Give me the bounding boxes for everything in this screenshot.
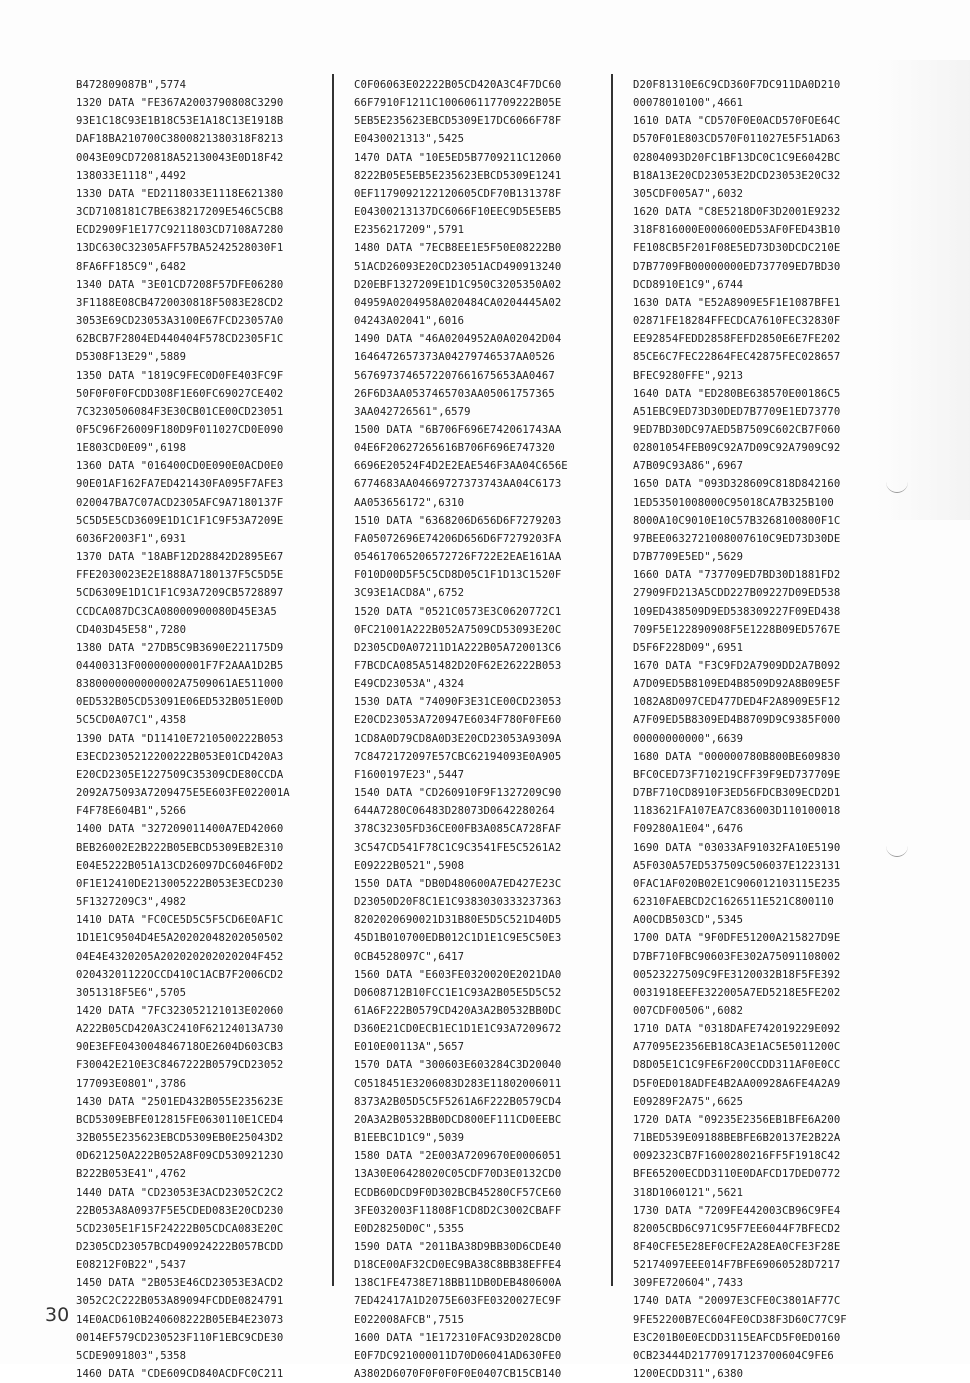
listing-line: 5C5D5E5CD3609E1D1C1F1C9F53A7209E	[76, 514, 284, 527]
listing-line: 1420 DATA "7FC323052121013E02060	[76, 1004, 284, 1017]
listing-line: 32B055E235623EBCD5309EB0E25043D2	[76, 1132, 284, 1145]
listing-line: 1370 DATA "18ABF12D28842D2895E67	[76, 551, 284, 564]
listing-line: B222B053E41",4762	[76, 1168, 187, 1181]
listing-line: 5CD6309E1D1C1F1C93A7209CB5728897	[76, 587, 284, 600]
listing-line: 1430 DATA "2501ED432B055E235623E	[76, 1095, 284, 1108]
listing-line: 309FE720604",7433	[633, 1277, 744, 1290]
listing-line: 0F1E12410DE213005222B053E3ECD230	[76, 877, 284, 890]
listing-line: 1660 DATA "737709ED7BD30D1881FD2	[633, 569, 841, 582]
listing-line: E09289F2A75",6625	[633, 1095, 744, 1108]
listing-line: 1183621FA107EA7C836003D110100018	[633, 805, 841, 818]
listing-line: 1460 DATA "CDE609CD840ACDFC0C211	[76, 1368, 284, 1381]
listing-line: D7BF710FBC90603FE302A75091108002	[633, 950, 841, 963]
listing-line: D20EBF1327209E1D1C950C3205350A02	[354, 278, 562, 291]
listing-line: 00000000000",6639	[633, 732, 744, 745]
listing-line: 8000A10C9010E10C57B3268100800F1C	[633, 514, 841, 527]
listing-line: 62310FAEBCD2C1626511E521C800110	[633, 896, 834, 909]
listing-line: 02043201122OCCD410C1ACB7F2006CD2	[76, 968, 284, 981]
listing-line: 1330 DATA "ED2118033E1118E621380	[76, 187, 284, 200]
listing-line: 8380000000000002A7509061AE511000	[76, 678, 284, 691]
listing-line: D5F0ED018ADFE4B2AA00928A6FE4A2A9	[633, 1077, 841, 1090]
listing-line: 02804093D20FC1BF13DC0C1C9E6042BC	[633, 151, 841, 164]
listing-line: 1580 DATA "2E003A7209670E0006051	[354, 1150, 562, 1163]
listing-line: 0CB4528097C",6417	[354, 950, 465, 963]
listing-line: FE108CB5F201F08E5ED73D30DCDC210E	[633, 242, 841, 255]
listing-line: 020047BA7C07ACD2305AFC9A7180137F	[76, 496, 284, 509]
listing-line: A7D09ED5B8109ED4B8509D92A8B09E5F	[633, 678, 841, 691]
listing-line: 0031918EEFE322005A7ED5218E5FE202	[633, 986, 841, 999]
listing-line: 0092323CB7F1600280216FF5F1918C42	[633, 1150, 841, 1163]
listing-line: 97BEE0632721008007610C9ED73D30DE	[633, 532, 841, 545]
listing-line: D0608712B10FCC1E1C93A2B05E5D5C52	[354, 986, 562, 999]
listing-line: CCDCA087DC3CA08000900080D45E3A5	[76, 605, 277, 618]
listing-line: 1350 DATA "1819C9FEC0D0FE403FC9F	[76, 369, 284, 382]
listing-line: E010E00113A",5657	[354, 1041, 465, 1054]
listing-line: 1700 DATA "9F0DFE51200A215827D9E	[633, 932, 841, 945]
listing-line: DCD8910E1C9",6744	[633, 278, 744, 291]
listing-line: 8222B05E5EB5E235623EBCD5309E1241	[354, 169, 562, 182]
listing-line: 709F5E122890908F5E1228B09ED5767E	[633, 623, 841, 636]
listing-line: 1620 DATA "C8E5218D0F3D2001E9232	[633, 206, 841, 219]
listing-line: 00078010100",4661	[633, 97, 744, 110]
listing-line: 109ED438509D9ED538309227F09ED438	[633, 605, 841, 618]
listing-line: 1740 DATA "20097E3CFE0C3801AF77C	[633, 1295, 841, 1308]
listing-line: E022008AFCB",7515	[354, 1313, 465, 1326]
listing-line: 7C3230506084F3E30CB01CE00CD23051	[76, 405, 284, 418]
listing-line: 1730 DATA "7209FE442003CB96C9FE4	[633, 1204, 841, 1217]
listing-line: 1200ECDD311",6380	[633, 1368, 744, 1381]
listing-line: 27909FD213A5CDD227B09227D09ED538	[633, 587, 841, 600]
listing-line: 22B053A8A0937F5E5CDED083E20CD230	[76, 1204, 284, 1217]
listing-line: 9ED7BD30DC97AED5B7509C602CB7F060	[633, 423, 841, 436]
listing-line: 3C547CD541F78C1C9C3541FE5C5261A2	[354, 841, 562, 854]
listing-line: 9FE52200B7EC604FE0CD38F3D60C77C9F	[633, 1313, 847, 1326]
listing-line: 054617065206572726F722E2EAE161AA	[354, 551, 562, 564]
listing-line: 1D1E1C9504D4E5A20202048202050502	[76, 932, 284, 945]
listing-line: 1670 DATA "F3C9FD2A7909DD2A7B092	[633, 660, 841, 672]
listing-line: E20CD2305E1227509C35309CDE80CCDA	[76, 768, 284, 781]
listing-line: C0518451E3206083D283E11802006011	[354, 1077, 562, 1090]
listing-line: 1640 DATA "ED280BE638570E00186C5	[633, 387, 841, 400]
listing-line: BCD5309EBFE012815FE0630110E1CED4	[76, 1113, 284, 1126]
listing-line: 62BCB7F2804ED440404F578CD2305F1C	[76, 333, 284, 346]
listing-line: 6036F2003F1",6931	[76, 532, 187, 545]
column-divider-2	[611, 74, 613, 1286]
listing-line: 1550 DATA "DB0D480600A7ED427E23C	[354, 877, 562, 890]
listing-line: 04E6F20627265616B706F696E747320	[354, 442, 555, 455]
listing-line: 5CDE9091803",5358	[76, 1349, 187, 1362]
listing-line: 1710 DATA "0318DAFE742019229E092	[633, 1023, 841, 1036]
listing-line: A222B05CD420A3C2410F62124013A730	[76, 1023, 284, 1036]
listing-line: F7BCDCA085A51482D20F62E26222B053	[354, 660, 562, 672]
listing-line: 1490 DATA "46A0204952A0A02042D04	[354, 333, 562, 346]
listing-line: 1400 DATA "327209011400A7ED42060	[76, 823, 284, 836]
listing-line: D2305CD23057BCD490924222B057BCDD	[76, 1241, 284, 1253]
listing-line: 0014EF579CD230523F110F1EBC9CDE30	[76, 1331, 284, 1344]
listing-line: 51ACD26093E20CD23051ACD490913240	[354, 260, 562, 273]
listing-line: D5F6F228D09",6951	[633, 641, 744, 654]
listing-line: 04400313F00000000001F7F2AAA1D2B5	[76, 660, 284, 672]
listing-line: 1720 DATA "09235E2356EB1BFE6A200	[633, 1113, 841, 1126]
listing-line: 0CB23444D21770917123700604C9FE6	[633, 1349, 834, 1362]
listing-line: 5C5CD0A07C1",4358	[76, 714, 187, 727]
listing-line: 13A30E06428020C05CDF70D3E0132CD0	[354, 1168, 562, 1181]
listing-line: 305CDF005A7",6032	[633, 187, 744, 200]
listing-line: 1650 DATA "093D328609C818D842160	[633, 478, 841, 491]
listing-line: FA05072696E74206D656D6F7279203FA	[354, 532, 562, 545]
listing-line: E3C201B0E0ECDD3115EAFCD5F0ED0160	[633, 1331, 841, 1344]
listing-line: 8FA6FF185C9",6482	[76, 260, 187, 273]
listing-line: BEB26002E2B222B05EBCD5309EB2E310	[76, 841, 284, 854]
listing-line: 1360 DATA "016400CD0E090E0ACD0E0	[76, 460, 284, 473]
listing-line: BFEC9280FFE",9213	[633, 369, 744, 382]
listing-line: E04300213137DC6066F10EEC9D5E5EB5	[354, 206, 562, 219]
bleed-through-shadow	[876, 60, 970, 520]
listing-line: 3AA042726561",6579	[354, 405, 471, 418]
listing-line: 1CD8A0D79CD8A0D3E20CD23053A9309A	[354, 732, 562, 745]
listing-line: D8D05E1C1C9FE6F200CCDD311AF0E0CC	[633, 1059, 841, 1072]
listing-line: 1630 DATA "E52A8909E5F1E1087BFE1	[633, 296, 841, 309]
listing-line: 0D621250A222B052A8F09CD53092123O	[76, 1150, 284, 1163]
listing-line: 93E1C18C93E1B18C53E1A18C13E1918B	[76, 115, 284, 128]
listing-line: 04243A02041",6016	[354, 315, 465, 328]
listing-line: 90E3EFE043004846718OE2604D603CB3	[76, 1041, 284, 1054]
listing-line: A7F09ED5B8309ED4B8709D9C9385F000	[633, 714, 841, 727]
listing-line: 1450 DATA "2B053E46CD23053E3ACD2	[76, 1277, 284, 1290]
page-number: 30	[45, 1304, 70, 1326]
listing-line: 1500 DATA "6B706F696E742061743AA	[354, 423, 562, 436]
listing-line: 3FE032003F11808F1CD8D2C3002CBAFF	[354, 1204, 562, 1217]
listing-line: A3802D6070F0F0F0F0E0407CB15CB140	[354, 1368, 562, 1381]
listing-line: 1E803CD0E09",6198	[76, 442, 187, 455]
listing-line: D2305CD0A07211D1A222B05A720013C6	[354, 641, 562, 654]
listing-line: 138C1FE4738E718BB11DB0DEB480600A	[354, 1277, 562, 1290]
listing-line: 45D1B010700EDB012C1D1E1C9E5C50E3	[354, 932, 562, 945]
listing-line: 26F6D3AA0537465703AA05061757365	[354, 387, 555, 400]
listing-line: 1680 DATA "000000780B800BE609830	[633, 750, 841, 763]
listing-line: ECDB60DCD9F0D302BCB45280CF57CE60	[354, 1186, 562, 1199]
listing-line: 2092A75093A7209475E5E603FE022001A	[76, 787, 290, 800]
listing-line: 02871FE18284FFECDCA7610FEC32830F	[633, 315, 841, 328]
listing-line: D23050D20F8C1E1C9383030333237363	[354, 896, 562, 909]
listing-line: 1ED53501008000C95018CA7B325B100	[633, 496, 834, 509]
listing-line: B1EEBC1D1C9",5039	[354, 1132, 465, 1145]
listing-line: 71BED539E09188BEBFE6B20137E2B22A	[633, 1132, 841, 1145]
listing-line: 0ED532B05CD53091E06ED532B051E00D	[76, 696, 284, 709]
listing-line: 7ED42417A1D2075E603FE0320027EC9F	[354, 1295, 562, 1308]
listing-line: 1530 DATA "74090F3E31CE00CD23053	[354, 696, 562, 709]
listing-line: 3C93E1ACD8A",6752	[354, 587, 465, 600]
listing-line: 3F1188E08CB4720030818F5083E28CD2	[76, 296, 284, 309]
column-divider-1	[332, 74, 334, 1286]
listing-line: 5EB5E235623EBCD5309E17DC6066F78F	[354, 115, 562, 128]
listing-line: 61A6F222B0579CD420A3A2B0532BB0DC	[354, 1004, 562, 1017]
listing-line: D7B7709E5ED",5629	[633, 551, 744, 564]
listing-line: BFE65200ECDD3110E0DAFCD17DED0772	[633, 1168, 841, 1181]
listing-line: 1380 DATA "27DB5C9B3690E221175D9	[76, 641, 284, 654]
listing-column-1	[76, 76, 316, 1383]
listing-line: D5308F13E29",5889	[76, 351, 187, 364]
listing-line: 138033E1118",4492	[76, 169, 187, 182]
listing-line: 13DC630C32305AFF57BA5242528030F1	[76, 242, 284, 255]
listing-line: 5CD2305E1F15F24222B05CDCA083E20C	[76, 1222, 284, 1235]
listing-line: 5F1327209C3",4982	[76, 896, 187, 909]
listing-line: E0430021313",5425	[354, 133, 465, 146]
listing-line: A7B09C93A86",6967	[633, 460, 744, 473]
listing-line: F1600197E23",5447	[354, 768, 465, 781]
listing-line: E0D28250D0C",5355	[354, 1222, 465, 1235]
listing-line: 1320 DATA "FE367A2003790808C3290	[76, 97, 284, 110]
listing-line: FFE2030023E2E1888A7180137F5C5D5E	[76, 569, 284, 582]
listing-line: 3CD7108181C7BE638217209E546C5CB8	[76, 206, 284, 219]
listing-line: DAF18BA210700C3800821380318F8213	[76, 133, 284, 146]
listing-line: 1520 DATA "0521C0573E3C0620772C1	[354, 605, 562, 618]
listing-line: 04E4E4320205A202020202020204F452	[76, 950, 284, 963]
listing-line: 1510 DATA "6368206D656D6F7279203	[354, 514, 562, 527]
listing-line: E04E5222B051A13CD26097DC6046F0D2	[76, 859, 284, 872]
listing-line: 50F0F0F0FCDD308F1E60FC69027CE402	[76, 387, 284, 400]
listing-line: 5676973746572207661675653AA0467	[354, 369, 555, 382]
listing-line: 1410 DATA "FC0CE5D5C5F5CD6E0AF1C	[76, 914, 284, 927]
listing-line: 1480 DATA "7ECB8EE1E5F50E08222B0	[354, 242, 562, 255]
listing-line: 318D1060121",5621	[633, 1186, 744, 1199]
listing-line: B18A13E20CD23053E2DCD23053E20C32	[633, 169, 841, 182]
listing-line: 644A7280C06483D28073D0642280264	[354, 805, 555, 818]
listing-line: 20A3A2B0532BB0DCD800EF111CD0EEBC	[354, 1113, 562, 1126]
listing-line: D7BF710CD8910F3ED56FDCB309ECD2D1	[633, 787, 841, 800]
listing-line: 02801054FEB09C92A7D09C92A7909C92	[633, 442, 841, 455]
listing-line: 1390 DATA "D11410E7210500222B053	[76, 732, 284, 745]
listing-line: 007CDF00506",6082	[633, 1004, 744, 1017]
listing-line: 7C8472172097E57CBC62194093E0A905	[354, 750, 562, 763]
listing-line: D360E21CD0ECB1EC1D1E1C93A7209672	[354, 1023, 562, 1036]
listing-line: AA053656172",6310	[354, 496, 465, 509]
listing-line: 3051318F5E6",5705	[76, 986, 187, 999]
listing-line: F4F78E604B1",5266	[76, 805, 187, 818]
listing-line: 378C32305FD36CE00FB3A085CA728FAF	[354, 823, 562, 836]
listing-line: 177093E0801",3786	[76, 1077, 187, 1090]
listing-line: 1560 DATA "E603FE0320020E2021DA0	[354, 968, 562, 981]
listing-line: B472809087B",5774	[76, 79, 187, 91]
listing-line: A77095E2356EB18CA3E1AC5E5011200C	[633, 1041, 841, 1054]
listing-line: C0F06063E02222B05CD420A3C4F7DC60	[354, 79, 562, 91]
listing-line: 0043E09CD720818A52130043E0D18F42	[76, 151, 284, 164]
listing-line: 318F816000E000600ED53AF0FED43B10	[633, 224, 841, 237]
listing-line: 3053E69CD23053A3100E67FCD23057A0	[76, 315, 284, 328]
listing-line: 14E0ACD610B240608222B05EB4E23073	[76, 1313, 284, 1326]
listing-line: E2356217209",5791	[354, 224, 465, 237]
listing-line: 8F40CFE5E28EF0CFE2A28EA0CFE3F28E	[633, 1241, 841, 1253]
listing-line: 6696E20524F4D2E2EAE546F3AA04C656E	[354, 460, 568, 473]
listing-line: E3ECD2305212200222B053E01CD420A3	[76, 750, 284, 763]
listing-line: EE92854FEDD2858FEFD2850E6E7FE202	[633, 333, 841, 346]
listing-line: ECD2909F1E177C9211803CD7108A7280	[76, 224, 284, 237]
listing-line: BFC0CED73F710219CFF39F9ED737709E	[633, 768, 841, 781]
listing-column-3	[633, 76, 873, 1383]
listing-line: F010D00D5F5C5CD8D05C1F1D13C1520F	[354, 569, 562, 582]
listing-line: 0FAC1AF020B02E1C906012103115E235	[633, 877, 841, 890]
listing-line: E0F7DC921000011D70D06041AD630FE0	[354, 1349, 562, 1362]
listing-line: 6774683AA04669727373743AA04C6173	[354, 478, 562, 491]
listing-line: D18CE00AF32CD0EC9BA38C8BB38EFFE4	[354, 1259, 562, 1272]
listing-line: 00523227509C9FE3120032B18F5FE392	[633, 968, 841, 981]
listing-column-2	[354, 76, 594, 1383]
listing-line: A51EBC9ED73D30DED7B7709E1ED73770	[633, 405, 841, 418]
listing-line: D20F81310E6C9CD360F7DC911DA0D210	[633, 79, 841, 91]
listing-line: 0FC21001A222B052A7509CD53093E20C	[354, 623, 562, 636]
listing-line: 52174097EEE014F7BFE69060528D7217	[633, 1259, 841, 1272]
listing-line: 82005CBD6C971C95F7EE6044F7BFECD2	[633, 1222, 841, 1235]
listing-line: 85CE6C7FEC22864FEC42875FEC028657	[633, 351, 841, 364]
listing-line: 90E01AF162FA7ED421430FA095F7AFE3	[76, 478, 284, 491]
listing-line: 1440 DATA "CD23053E3ACD23052C2C2	[76, 1186, 284, 1199]
listing-line: 1690 DATA "03033AF91032FA10E5190	[633, 841, 841, 854]
listing-line: 8202020690021D31B80E5D5C521D40D5	[354, 914, 562, 927]
listing-line: 8373A2B05D5C5F5261A6F222B0579CD4	[354, 1095, 562, 1108]
listing-line: 3052C2C222B053A89094FCDDE0824791	[76, 1295, 284, 1308]
listing-line: 1470 DATA "10E5ED5B7709211C12060	[354, 151, 562, 164]
listing-line: 1540 DATA "CD260910F9F1327209C90	[354, 787, 562, 800]
listing-line: 1570 DATA "300603E603284C3D20040	[354, 1059, 562, 1072]
listing-line: E49CD23053A",4324	[354, 678, 465, 691]
listing-line: 1590 DATA "2011BA38D9BB30D6CDE40	[354, 1241, 562, 1253]
listing-line: D570F01E803CD570F011027E5F51AD63	[633, 133, 841, 146]
listing-line: 66F7910F1211C100606117709222B05E	[354, 97, 562, 110]
listing-line: 1646472657373A04279746537AA0526	[354, 351, 555, 364]
listing-line: E08212F0B22",5437	[76, 1259, 187, 1272]
listing-line: E20CD23053A720947E6034F780F0FE60	[354, 714, 562, 727]
listing-line: A00CDB503CD",5345	[633, 914, 744, 927]
listing-line: E09222B0521",5908	[354, 859, 465, 872]
listing-line: CD403D45E58",7280	[76, 623, 187, 636]
listing-line: 0EF1179092122120605CDF70B131378F	[354, 187, 562, 200]
listing-line: 0F5C96F26009F180D9F011027CD0E090	[76, 423, 284, 436]
listing-line: 1600 DATA "1E172310FAC93D2028CD0	[354, 1331, 562, 1344]
listing-line: 1082A8D097CED477DED4F2A8909E5F12	[633, 696, 841, 709]
listing-line: 1340 DATA "3E01CD7208F57DFE06280	[76, 278, 284, 291]
binder-hole-mark	[886, 838, 908, 857]
listing-line: 04959A0204958A020484CA0204445A02	[354, 296, 562, 309]
listing-line: A5F030A57ED537509C506037E1223131	[633, 859, 841, 872]
listing-line: 1610 DATA "CD570F0E0ACD570FOE64C	[633, 115, 841, 128]
listing-line: D7B7709FB00000000ED737709ED7BD30	[633, 260, 841, 273]
listing-line: F30042E210E3C8467222B0579CD23052	[76, 1059, 284, 1072]
listing-line: F09280A1E04",6476	[633, 823, 744, 836]
